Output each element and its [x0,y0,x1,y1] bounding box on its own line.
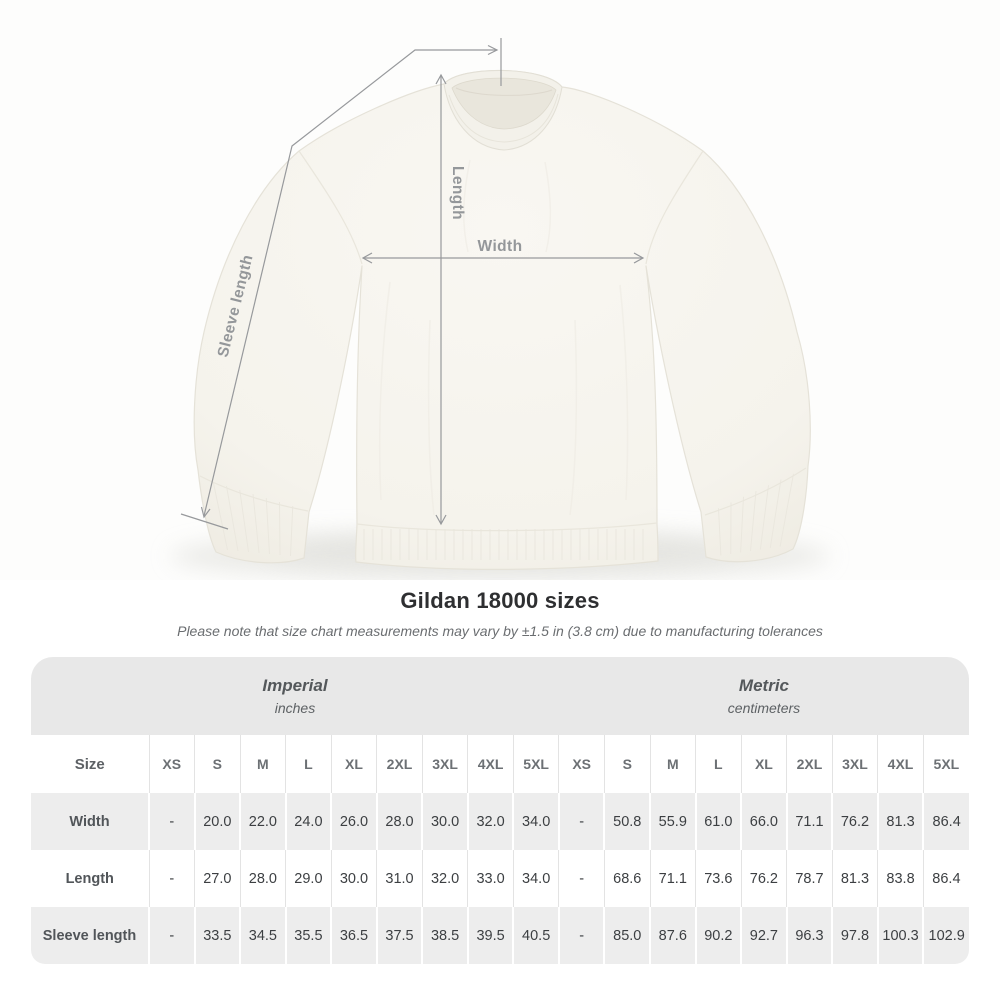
cell-width-imperial-l: 24.0 [286,793,332,850]
cell-sleeve-length-imperial-2xl: 37.5 [377,907,423,964]
measurement-row-length [31,850,969,907]
width-label: Width [477,238,523,255]
cell-length-imperial-s: 27.0 [195,850,241,907]
measurement-row-width [31,793,969,850]
cell-length-metric-xl: 76.2 [741,850,787,907]
cell-length-metric-5xl: 86.4 [923,850,969,907]
imperial-header-title: Imperial [262,676,328,695]
size-header-metric-m: M [650,735,696,793]
size-chart-table [31,657,969,964]
length-label: Length [449,165,466,221]
size-header-metric-4xl: 4XL [878,735,924,793]
row-label-length: Length [65,870,114,887]
cell-sleeve-length-metric-s: 85.0 [604,907,650,964]
cell-sleeve-length-imperial-xl: 36.5 [331,907,377,964]
cell-width-metric-5xl: 86.4 [923,793,969,850]
cell-sleeve-length-metric-xs: - [559,907,605,964]
cell-length-metric-3xl: 81.3 [832,850,878,907]
size-header-imperial-xs: XS [149,735,195,793]
size-header-metric-3xl: 3XL [832,735,878,793]
cell-length-imperial-5xl: 34.0 [513,850,559,907]
size-header-imperial-2xl: 2XL [377,735,423,793]
cell-length-metric-l: 73.6 [696,850,742,907]
cell-width-metric-xs: - [559,793,605,850]
page-title: Gildan 18000 sizes [400,588,600,613]
cell-sleeve-length-imperial-4xl: 39.5 [468,907,514,964]
cell-sleeve-length-metric-4xl: 100.3 [878,907,924,964]
metric-header-title: Metric [738,676,789,695]
row-label-sleeve-length: Sleeve length [42,927,137,944]
size-header-imperial-5xl: 5XL [513,735,559,793]
cell-sleeve-length-imperial-s: 33.5 [195,907,241,964]
cell-sleeve-length-imperial-l: 35.5 [286,907,332,964]
cell-sleeve-length-imperial-3xl: 38.5 [422,907,468,964]
cell-sleeve-length-metric-xl: 92.7 [741,907,787,964]
cell-sleeve-length-metric-5xl: 102.9 [923,907,969,964]
cell-width-imperial-3xl: 30.0 [422,793,468,850]
cell-length-metric-s: 68.6 [604,850,650,907]
size-header-metric-xl: XL [741,735,787,793]
size-header-imperial-s: S [195,735,241,793]
cell-sleeve-length-imperial-5xl: 40.5 [513,907,559,964]
measurement-row-sleeve-length [31,907,969,964]
cell-sleeve-length-imperial-m: 34.5 [240,907,286,964]
size-header-metric-s: S [604,735,650,793]
cell-length-metric-4xl: 83.8 [878,850,924,907]
sleeve-length-label: Sleeve length [214,252,257,359]
cell-width-imperial-4xl: 32.0 [468,793,514,850]
cell-width-imperial-s: 20.0 [195,793,241,850]
cell-length-imperial-xl: 30.0 [331,850,377,907]
cell-sleeve-length-metric-3xl: 97.8 [832,907,878,964]
cell-length-imperial-4xl: 33.0 [468,850,514,907]
cell-width-metric-xl: 66.0 [741,793,787,850]
cell-width-metric-s: 50.8 [604,793,650,850]
tolerance-note: Please note that size chart measurements may vary by ±1.5 in (3.8 cm) due to manufacturing tolerances [177,623,823,639]
cell-width-imperial-2xl: 28.0 [377,793,423,850]
size-header-row [31,735,969,793]
cell-sleeve-length-metric-m: 87.6 [650,907,696,964]
cell-length-imperial-xs: - [149,850,195,907]
cell-width-metric-2xl: 71.1 [787,793,833,850]
cell-width-imperial-5xl: 34.0 [513,793,559,850]
size-header-imperial-4xl: 4XL [468,735,514,793]
size-header-metric-l: L [696,735,742,793]
size-header-metric-5xl: 5XL [923,735,969,793]
size-column-header: Size [74,755,105,773]
cell-length-imperial-3xl: 32.0 [422,850,468,907]
cell-length-metric-xs: - [559,850,605,907]
cell-length-imperial-2xl: 31.0 [377,850,423,907]
cell-length-metric-2xl: 78.7 [787,850,833,907]
metric-header-unit: centimeters [727,700,801,716]
cell-width-imperial-xs: - [149,793,195,850]
size-header-imperial-xl: XL [331,735,377,793]
metric-header-cell [559,657,969,735]
size-header-metric-xs: XS [559,735,605,793]
cell-sleeve-length-metric-2xl: 96.3 [787,907,833,964]
cell-width-metric-m: 55.9 [650,793,696,850]
unit-header-row [31,657,969,735]
cell-sleeve-length-imperial-xs: - [149,907,195,964]
cell-width-metric-3xl: 76.2 [832,793,878,850]
cell-length-imperial-l: 29.0 [286,850,332,907]
size-header-imperial-m: M [240,735,286,793]
imperial-header-cell [31,657,559,735]
cell-width-metric-l: 61.0 [696,793,742,850]
cell-width-metric-4xl: 81.3 [878,793,924,850]
cell-length-imperial-m: 28.0 [240,850,286,907]
cell-width-imperial-m: 22.0 [240,793,286,850]
size-header-imperial-3xl: 3XL [422,735,468,793]
imperial-header-unit: inches [274,700,316,716]
row-label-width: Width [69,813,110,830]
cell-length-metric-m: 71.1 [650,850,696,907]
size-header-metric-2xl: 2XL [787,735,833,793]
size-header-imperial-l: L [286,735,332,793]
size-chart-card [31,657,969,964]
cell-sleeve-length-metric-l: 90.2 [696,907,742,964]
cell-width-imperial-xl: 26.0 [331,793,377,850]
